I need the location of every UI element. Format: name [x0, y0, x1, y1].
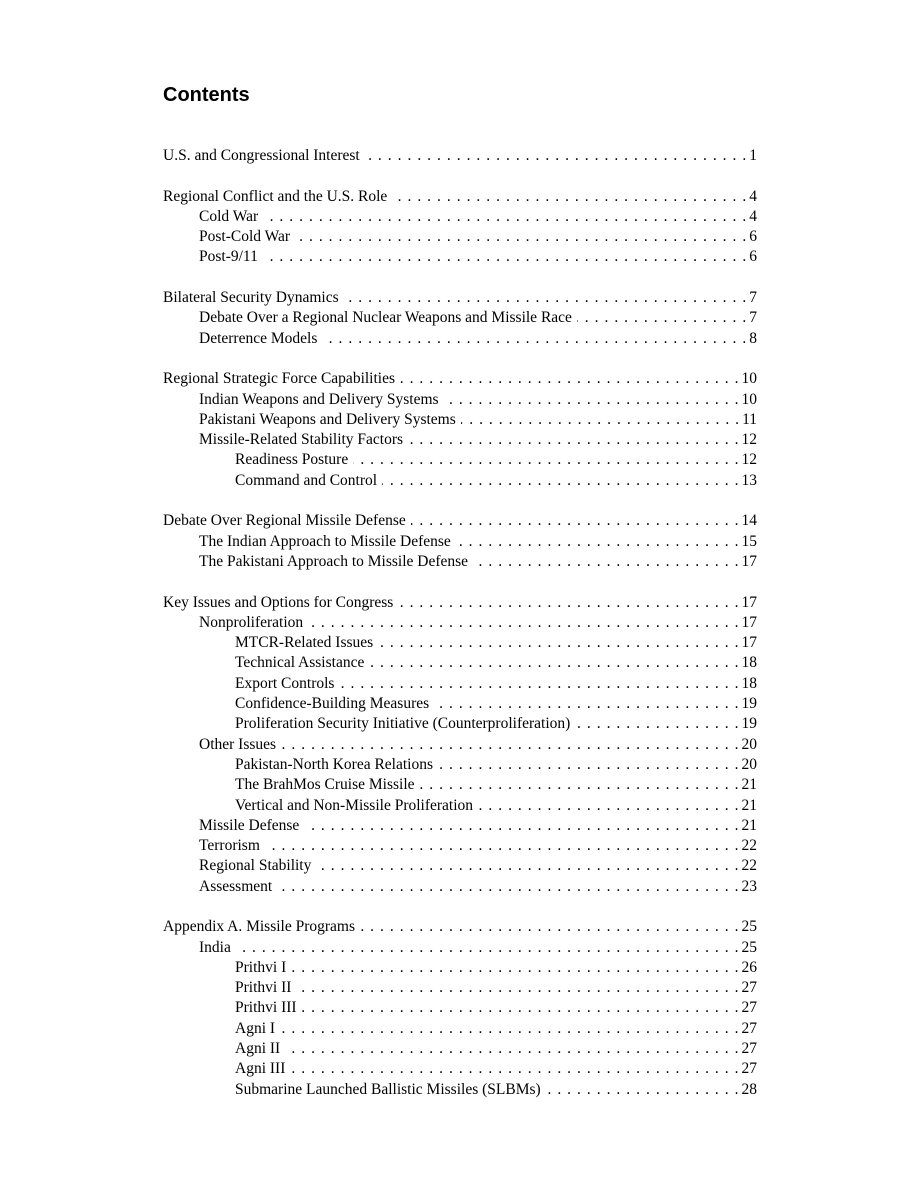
toc-entry[interactable] [163, 247, 757, 267]
dot-leader [277, 877, 738, 897]
toc-entry-label: Assessment [199, 877, 273, 895]
dot-leader [577, 308, 746, 328]
toc-entry-page-number: 25 [741, 938, 757, 956]
toc-entry[interactable] [163, 1019, 757, 1039]
toc-entry-page-number: 6 [749, 248, 757, 266]
toc-entry-page-number: 15 [741, 532, 757, 550]
toc-entry-page-number: 17 [741, 552, 757, 570]
toc-entry[interactable] [163, 471, 757, 491]
toc-entry-label: Command and Control [235, 471, 378, 489]
toc-entry[interactable] [163, 998, 757, 1018]
toc-entry-label: Export Controls [235, 674, 335, 692]
toc-entry[interactable] [163, 410, 757, 430]
toc-entry-page-number: 21 [741, 816, 757, 834]
dot-leader [308, 613, 738, 633]
toc-entry[interactable] [163, 511, 757, 531]
toc-section [163, 369, 757, 491]
toc-entry-label: Nonproliferation [199, 613, 304, 631]
dot-leader [353, 450, 738, 470]
toc-entry-page-number: 4 [749, 187, 757, 205]
dot-leader [296, 978, 738, 998]
toc-entry[interactable] [163, 207, 757, 227]
toc-entry-label: Bilateral Security Dynamics [163, 289, 339, 307]
dot-leader [285, 1039, 738, 1059]
toc-entry[interactable] [163, 958, 757, 978]
dot-leader [263, 207, 746, 227]
toc-entry-page-number: 1 [749, 147, 757, 164]
dot-leader [546, 1080, 739, 1100]
page-title: Contents [163, 84, 250, 106]
toc-entry-page-number: 12 [741, 451, 757, 469]
toc-entry-label: Agni II [235, 1040, 281, 1058]
toc-entry[interactable] [163, 288, 757, 308]
dot-leader [444, 390, 739, 410]
dot-leader [369, 653, 738, 673]
toc-entry-label: Regional Conflict and the U.S. Role [163, 187, 388, 205]
toc-entry[interactable] [163, 552, 757, 572]
toc-entry-label: MTCR-Related Issues [235, 634, 374, 652]
toc-entry-page-number: 7 [749, 289, 757, 307]
dot-leader [263, 247, 746, 267]
toc-entry-page-number: 19 [741, 715, 757, 733]
toc-entry-page-number: 18 [741, 654, 757, 672]
dot-leader [360, 917, 738, 937]
toc-entry-label: The Indian Approach to Missile Defense [199, 532, 451, 550]
toc-entry-page-number: 27 [741, 1060, 757, 1078]
toc-entry-page-number: 26 [741, 958, 757, 976]
dot-leader [265, 836, 739, 856]
dot-leader [316, 856, 738, 876]
dot-leader [236, 938, 739, 958]
toc-entry-label: Deterrence Models [199, 329, 318, 347]
toc-entry-page-number: 21 [741, 776, 757, 794]
toc-entry-page-number: 14 [741, 512, 757, 530]
toc-entry-label: Confidence-Building Measures [235, 695, 430, 713]
dot-leader [478, 796, 738, 816]
toc-entry-page-number: 7 [749, 309, 757, 327]
dot-leader [295, 227, 746, 247]
toc-entry-label: Agni I [235, 1019, 276, 1037]
toc-entry-label: Agni III [235, 1060, 286, 1078]
dot-leader [290, 1059, 738, 1079]
toc-entry-label: Debate Over Regional Missile Defense [163, 512, 406, 530]
toc-entry[interactable] [163, 674, 757, 694]
dot-leader [438, 755, 738, 775]
dot-leader [280, 1019, 738, 1039]
toc-entry-label: Regional Stability [199, 857, 312, 875]
toc-entry-page-number: 17 [741, 593, 757, 611]
toc-entry-page-number: 27 [741, 1019, 757, 1037]
toc-entry[interactable] [163, 390, 757, 410]
toc-entry-label: Readiness Posture [235, 451, 349, 469]
toc-entry-label: U.S. and Congressional Interest [163, 147, 360, 164]
toc-entry[interactable] [163, 532, 757, 552]
toc-entry-page-number: 8 [749, 329, 757, 347]
toc-entry-page-number: 10 [741, 370, 757, 388]
toc-entry[interactable] [163, 633, 757, 653]
toc-entry-page-number: 12 [741, 431, 757, 449]
toc-entry-label: Submarine Launched Ballistic Missiles (SLBMs) [235, 1080, 541, 1098]
toc-section [163, 146, 757, 166]
dot-leader [304, 816, 738, 836]
toc-entry[interactable] [163, 917, 757, 937]
toc-entry-page-number: 27 [741, 979, 757, 997]
toc-entry-page-number: 28 [741, 1080, 757, 1098]
toc-entry-label: Regional Strategic Force Capabilities [163, 370, 396, 388]
toc-entry-page-number: 10 [741, 390, 757, 408]
toc-entry[interactable] [163, 653, 757, 673]
toc-entry-label: The Pakistani Approach to Missile Defense [199, 552, 469, 570]
toc-entry-page-number: 6 [749, 228, 757, 246]
dot-leader [392, 187, 746, 207]
toc-entry[interactable] [163, 187, 757, 207]
dot-leader [420, 775, 739, 795]
toc-entry-page-number: 20 [741, 755, 757, 773]
toc-entry[interactable] [163, 694, 757, 714]
toc-entry[interactable] [163, 856, 757, 876]
toc-entry-page-number: 17 [741, 613, 757, 631]
dot-leader [365, 146, 747, 166]
dot-leader [291, 958, 738, 978]
toc-entry-label: Proliferation Security Initiative (Counterproliferation) [235, 715, 571, 733]
toc-entry-page-number: 22 [741, 837, 757, 855]
toc-entry[interactable] [163, 329, 757, 349]
toc-entry[interactable] [163, 450, 757, 470]
toc-entry[interactable] [163, 1059, 757, 1079]
toc-entry[interactable] [163, 308, 757, 328]
dot-leader [408, 430, 738, 450]
toc-entry-page-number: 11 [742, 410, 757, 428]
toc-entry-label: Key Issues and Options for Congress [163, 593, 394, 611]
toc-section [163, 187, 757, 268]
toc-entry-page-number: 22 [741, 857, 757, 875]
toc-entry-label: Indian Weapons and Delivery Systems [199, 390, 439, 408]
dot-leader [473, 552, 738, 572]
table-of-contents [163, 146, 757, 1120]
dot-leader [322, 329, 746, 349]
toc-entry-label: Pakistan-North Korea Relations [235, 755, 434, 773]
toc-entry[interactable] [163, 775, 757, 795]
toc-entry[interactable] [163, 714, 757, 734]
toc-entry-label: Missile Defense [199, 816, 300, 834]
dot-leader [461, 410, 739, 430]
toc-entry-page-number: 18 [741, 674, 757, 692]
toc-entry-page-number: 23 [741, 877, 757, 895]
toc-entry-label: Terrorism [199, 837, 260, 855]
toc-entry[interactable] [163, 369, 757, 389]
toc-entry-page-number: 17 [741, 634, 757, 652]
toc-entry-label: Technical Assistance [235, 654, 365, 672]
dot-leader [575, 714, 738, 734]
dot-leader [378, 633, 738, 653]
toc-entry[interactable] [163, 836, 757, 856]
toc-entry-label: Vertical and Non-Missile Proliferation [235, 796, 474, 814]
dot-leader [434, 694, 738, 714]
toc-entry-label: Prithvi II [235, 979, 292, 997]
toc-entry-label: Appendix A. Missile Programs [163, 918, 356, 936]
toc-entry-label: Prithvi III [235, 999, 297, 1017]
dot-leader [344, 288, 747, 308]
toc-section [163, 511, 757, 572]
dot-leader [382, 471, 738, 491]
toc-entry[interactable] [163, 613, 757, 633]
toc-entry-label: Post-9/11 [199, 248, 258, 266]
dot-leader [411, 511, 739, 531]
dot-leader [398, 593, 738, 613]
toc-entry-page-number: 21 [741, 796, 757, 814]
dot-leader [302, 998, 739, 1018]
toc-entry[interactable] [163, 593, 757, 613]
toc-entry[interactable] [163, 755, 757, 775]
toc-entry-page-number: 13 [741, 471, 757, 489]
toc-entry[interactable] [163, 938, 757, 958]
dot-leader [456, 532, 739, 552]
toc-entry[interactable] [163, 877, 757, 897]
toc-entry-label: Prithvi I [235, 958, 287, 976]
toc-entry[interactable] [163, 796, 757, 816]
dot-leader [400, 369, 738, 389]
toc-entry-label: Cold War [199, 207, 259, 225]
toc-entry-label: Missile-Related Stability Factors [199, 431, 404, 449]
toc-entry-page-number: 20 [741, 735, 757, 753]
toc-entry-label: Debate Over a Regional Nuclear Weapons and Missile Race [199, 309, 572, 327]
toc-entry-page-number: 19 [741, 695, 757, 713]
toc-entry[interactable] [163, 735, 757, 755]
toc-entry[interactable] [163, 1039, 757, 1059]
toc-entry-label: Post-Cold War [199, 228, 291, 246]
toc-section [163, 288, 757, 349]
toc-entry[interactable] [163, 1080, 757, 1100]
toc-section [163, 593, 757, 897]
dot-leader [281, 735, 738, 755]
toc-entry-page-number: 4 [749, 207, 757, 225]
toc-entry[interactable] [163, 146, 757, 166]
toc-entry[interactable] [163, 430, 757, 450]
toc-entry-label: Other Issues [199, 735, 277, 753]
toc-entry[interactable] [163, 816, 757, 836]
toc-entry-label: India [199, 938, 231, 956]
toc-entry-page-number: 27 [741, 999, 757, 1017]
dot-leader [339, 674, 738, 694]
toc-entry[interactable] [163, 227, 757, 247]
toc-entry-label: Pakistani Weapons and Delivery Systems [199, 410, 456, 428]
toc-entry-page-number: 27 [741, 1040, 757, 1058]
toc-entry[interactable] [163, 978, 757, 998]
toc-entry-label: The BrahMos Cruise Missile [235, 776, 415, 794]
toc-entry-page-number: 25 [741, 918, 757, 936]
toc-section [163, 917, 757, 1100]
